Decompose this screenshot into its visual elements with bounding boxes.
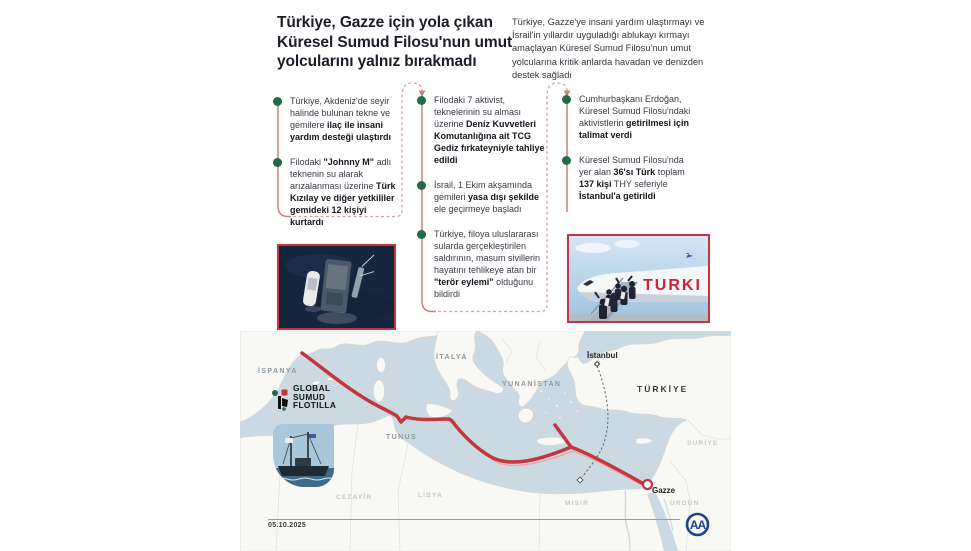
bullet-item <box>417 95 547 167</box>
bullet-item <box>562 155 702 203</box>
map-label: TÜRKİYE <box>637 384 689 394</box>
gaza-endpoint-marker <box>643 480 652 489</box>
map-label: SURİYE <box>687 440 719 447</box>
aa-agency-logo <box>684 511 711 544</box>
thy-plane-photo <box>567 234 710 323</box>
gsf-line-2: SUMUD <box>293 391 326 402</box>
map-label: Gazze <box>652 486 676 495</box>
intro-text: Türkiye, Gazze'ye insani yardım ulaştırmayı ve İsrail'in yıllardır uyguladığı ablukayı kırmayı amaçlayan Küresel Sumud Filosu'nun umut yolcularına kritik anlarda havadan ve denizden destek sağladı <box>512 17 705 80</box>
bullet-dot-icon <box>562 156 571 165</box>
flotilla-ship-photo <box>273 424 334 487</box>
bullet-text: Filodaki 7 aktivist, teknelerinin su alması üzerine Deniz Kuvvetleri Komutanlığına ait TCG Gediz fırkateyniyle tahliye edildi <box>434 95 545 165</box>
gsf-logo-icon <box>271 384 290 411</box>
bullet-item <box>562 94 702 142</box>
map-label: CEZAYİR <box>336 494 373 501</box>
gsf-line-3: FLOTILLA <box>293 400 337 411</box>
bullet-column-2 <box>417 95 547 314</box>
bullet-dot-icon <box>273 97 282 106</box>
aerial-photo-graphic <box>279 246 394 328</box>
bullet-dot-icon <box>417 181 426 190</box>
bullet-text: Cumhurbaşkanı Erdoğan, Küresel Sumud Filosu'ndaki aktivistlerin getirilmesi için talimat verdi <box>579 94 691 140</box>
map-label: ÜRDÜN <box>670 500 700 507</box>
bullet-column-3 <box>562 94 702 216</box>
bullet-dot-icon <box>273 158 282 167</box>
plane-photo-graphic <box>569 236 708 321</box>
bullet-item <box>417 229 547 301</box>
map-label: MISIR <box>565 500 590 507</box>
map-label: YUNANİSTAN <box>502 381 562 388</box>
global-sumud-flotilla-logo <box>271 384 336 411</box>
aa-logo-text: AA <box>689 518 706 532</box>
fuselage-text: TURKI <box>643 277 702 294</box>
bullet-text: Filodaki "Johnny M" adlı teknenin su alarak arızalanması üzerine Türk Kızılay ve diğer yetkililer gemideki 12 kişiyi kurtardı <box>290 156 396 227</box>
bullet-text: Türkiye, filoya uluslararası sularda gerçekleştirilen saldırının, masum sivillerin hayatını tehlikeye atan bir "terör eylemi" olduğunu bildirdi <box>434 228 541 299</box>
bullet-item <box>417 180 547 216</box>
bullet-dot-icon <box>562 95 571 104</box>
bullet-text: İsrail, 1 Ekim akşamında gemileri yasa dışı şekilde ele geçirmeye başladı <box>434 179 540 214</box>
gsf-line-1: GLOBAL <box>293 383 331 393</box>
footer-divider <box>268 519 680 520</box>
flotilla-aerial-photo <box>277 244 396 330</box>
map-label: İSPANYA <box>258 368 298 375</box>
bullet-item <box>273 96 401 144</box>
bullet-text: Türkiye, Akdeniz'de seyir halinde bulunan tekne ve gemilere ilaç ile insani yardım desteği ulaştırdı <box>290 96 392 142</box>
aa-logo-icon <box>684 511 711 539</box>
bullet-column-1 <box>273 96 401 242</box>
map-label: İTALYA <box>436 354 468 361</box>
page-title: Türkiye, Gazze için yola çıkan Küresel Sumud Filosu'nun umut yolcularını yalnız bırakmadı <box>277 14 513 71</box>
map-label: LİBYA <box>418 492 443 499</box>
map-label: İstanbul <box>587 351 618 360</box>
bullet-dot-icon <box>417 96 426 105</box>
ship-photo-graphic <box>273 424 334 487</box>
map-label: TUNUS <box>386 434 418 441</box>
bullet-text: Küresel Sumud Filosu'nda yer alan 36'sı Türk toplam 137 kişi THY seferiyle İstanbul'a getirildi <box>579 154 685 201</box>
date-label: 05.10.2025 <box>268 522 307 529</box>
gsf-logo-text <box>293 384 336 410</box>
bullet-dot-icon <box>417 230 426 239</box>
bullet-item <box>273 157 401 229</box>
